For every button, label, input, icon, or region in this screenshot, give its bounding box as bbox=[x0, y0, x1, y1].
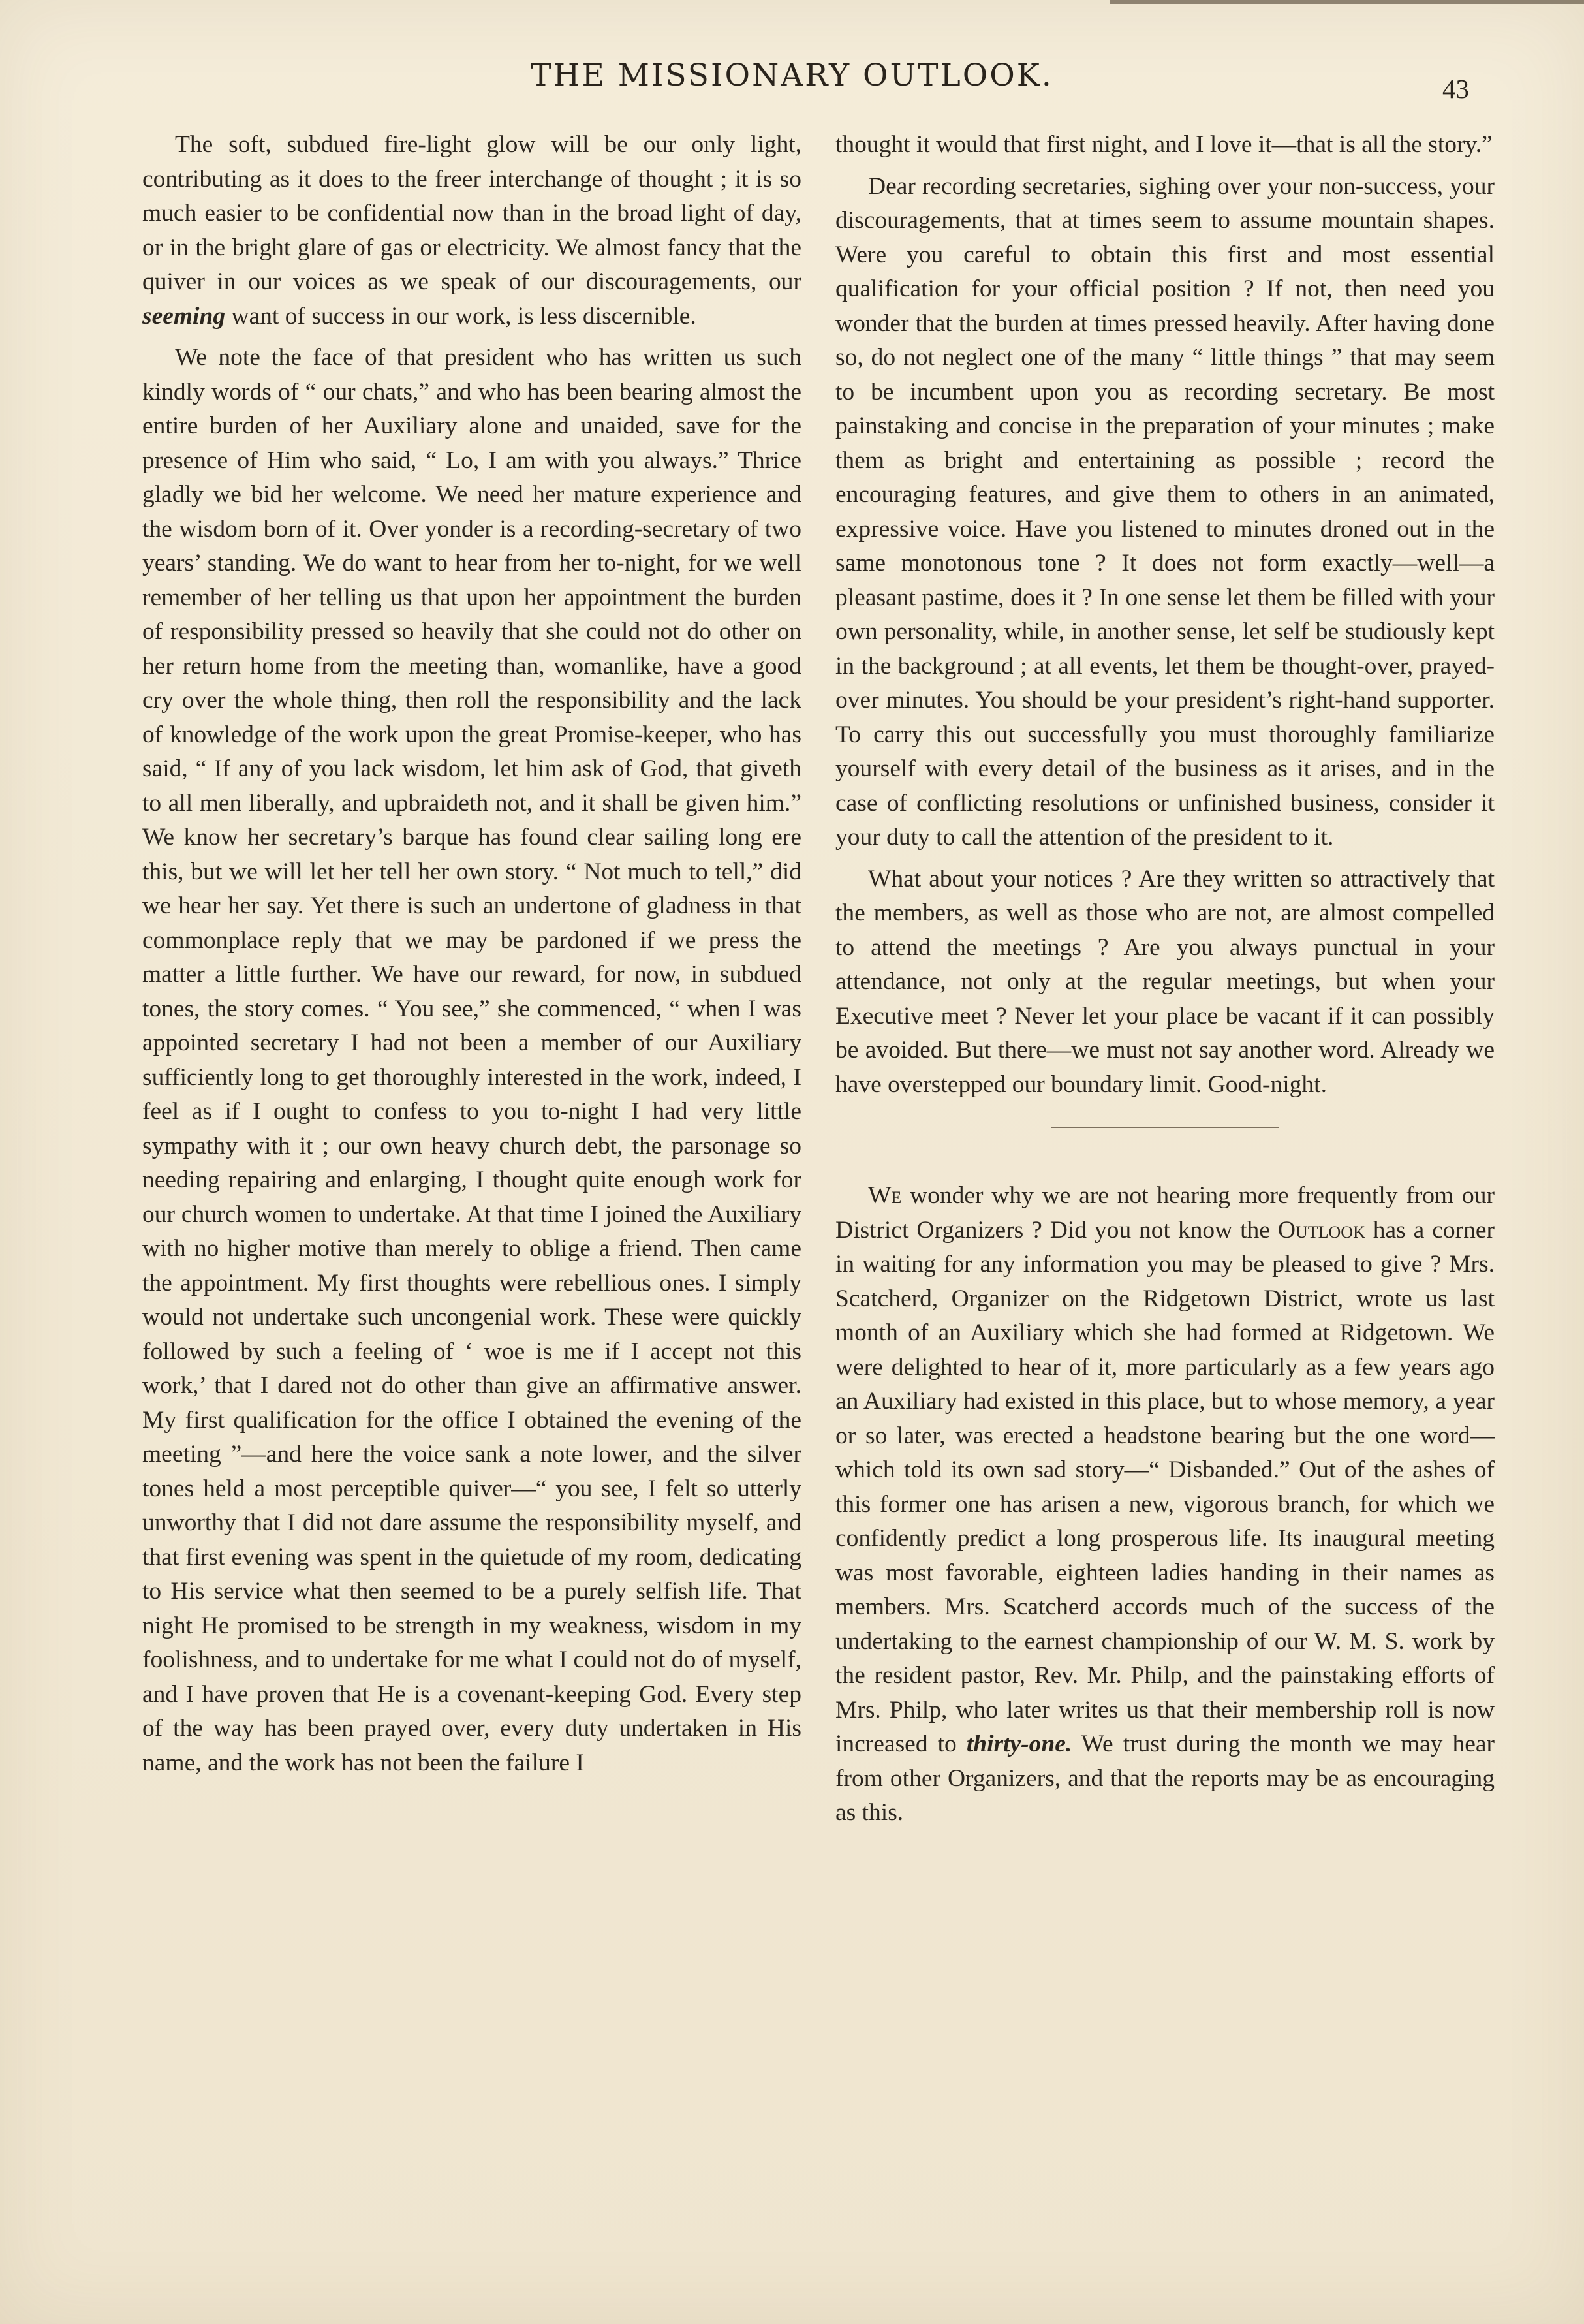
page-header-title: THE MISSIONARY OUTLOOK. bbox=[531, 57, 1053, 93]
paragraph: The soft, subdued fire-light glow will be our only light, contributing as it does to the freer interchange of thought ; it is so much easier to be confidential now than in the broad light of day, or in the bright glare of gas or electricity. We almost fancy that the quiver in our voices as we speak of our discouragements, our seeming want of success in our work, is less discernible. bbox=[142, 131, 801, 330]
emphasis: thirty-one. bbox=[966, 1731, 1072, 1757]
emphasis: seeming bbox=[142, 302, 226, 330]
left-column bbox=[142, 128, 801, 1787]
magazine-name: Outlook bbox=[1277, 1216, 1365, 1244]
paragraph: We wonder why we are not hearing more frequently from our District Organizers ? Did you not know the Outlook has a corner in waiting for any information you may be pleased to give ? Mrs. Scatcherd, Organizer on the Ridgetown District, wrote us last month of an Auxiliary which she had formed at Ridgetown. We were delighted to hear of it, more particularly as a few years ago an Auxiliary had existed in this place, but to whose memory, a year or so later, was erected a headstone bearing but the one word—which told its own sad story—“ Disbanded.” Out of the ashes of this former one has arisen a new, vigorous branch, for which we confidently predict a long prosperous life. Its inaugural meeting was most favorable, eighteen ladies handing in their names as members. Mrs. Scatcherd accords much of the success of the undertaking to the earnest championship of our W. M. S. work by the resident pastor, Rev. Mr. Philp, and the painstaking efforts of Mrs. Philp, who later writes us that their membership roll is now increased to thirty-one. We trust during the month we may hear from other Organizers, and that the reports may be as encouraging as this. bbox=[835, 1182, 1495, 1826]
lead-in-word: We bbox=[868, 1182, 902, 1209]
paragraph: We note the face of that president who has written us such kindly words of “ our chats,” and who has been bearing almost the entire burden of her Auxiliary alone and unaided, save for the presence of Him who said, “ Lo, I am with you always.” Thrice gladly we bid her welcome. We need her mature experience and the wisdom born of it. Over yonder is a recording-secretary of two years’ standing. We do want to hear from her to-night, for we well remember of her telling us that upon her appointment the burden of responsibility pressed so heavily that she could not do other on her return home from the meeting than, womanlike, have a good cry over the whole thing, then roll the responsibility and the lack of knowledge of the work upon the great Promise-keeper, who has said, “ If any of you lack wisdom, let him ask of God, that giveth to all men liberally, and upbraideth not, and it shall be given him.” We know her secretary’s barque has found clear sailing long ere this, but we will let her tell her own story. “ Not much to tell,” did we hear her say. Yet there is such an undertone of gladness in that commonplace reply that we may be pardoned if we press the matter a little further. We have our reward, for now, in subdued tones, the story comes. “ You see,” she commenced, “ when I was appointed secretary I had not been a member of our Auxiliary sufficiently long to get thoroughly interested in the work, indeed, I feel as if I ought to confess to you to-night I had very little sympathy with it ; our own heavy church debt, the parsonage so needing repairing and enlarging, I thought quite enough work for our church women to undertake. At that time I joined the Auxiliary with no higher motive than merely to oblige a friend. Then came the appointment. My first thoughts were rebellious ones. I simply would not undertake such uncongenial work. These were quickly followed by such a feeling of ‘ woe is me if I accept not this work,’ that I dared not do other than give an affirmative answer. My first qualification for the office I obtained the evening of the meeting ”—and here the voice sank a note lower, and the silver tones held a most perceptible quiver—“ you see, I felt so utterly unworthy that I did not dare assume the responsibility myself, and that first evening was spent in the quietude of my room, dedicating to His service what then seemed to be a purely selfish life. That night He promised to be strength in my weakness, wisdom in my foolishness, and to undertake for me what I could not do of myself, and I have proven that He is a covenant-keeping God. Every step of the way has been prayed over, every duty undertaken in His name, and the work has not been the failure I bbox=[142, 344, 801, 1776]
page-number: 43 bbox=[1442, 74, 1469, 104]
paragraph: Dear recording secretaries, sighing over your non-success, your discouragements, that at times seem to assume mountain shapes. Were you careful to obtain this first and most essential qualification for your official position ? If not, then need you wonder that the burden at times pressed heavily. After having done so, do not neglect one of the many “ little things ” that may seem to be incumbent upon you as recording secretary. Be most painstaking and concise in the preparation of your minutes ; make them as bright and entertaining as possible ; record the encouraging features, and give them to others in an animated, expressive voice. Have you listened to minutes droned out in the same monotonous tone ? It does not form exactly—well—a pleasant pastime, does it ? In one sense let them be filled with your own personality, while, in another sense, let self be studiously kept in the background ; at all events, let them be thought-over, prayed-over minutes. You should be your president’s right-hand supporter. To carry this out successfully you must thoroughly familiarize yourself with every detail of the business as it arises, and in the case of conflicting resolutions or unfinished business, consider it your duty to call the attention of the president to it. bbox=[835, 172, 1495, 851]
paragraph: What about your notices ? Are they written so attractively that the members, as well as those who are not, are almost compelled to attend the meetings ? Are you always punctual in your attendance, not only at the regular meetings, but when your Executive meet ? Never let your place be vacant if it can possibly be avoided. But there—we must not say another word. Already we have overstepped our boundary limit. Good-night. bbox=[835, 865, 1495, 1098]
section-divider bbox=[1051, 1127, 1279, 1128]
top-edge-rule bbox=[1110, 0, 1584, 4]
paragraph: thought it would that first night, and I love it—that is all the story.” bbox=[835, 131, 1493, 158]
right-column bbox=[835, 128, 1495, 1838]
